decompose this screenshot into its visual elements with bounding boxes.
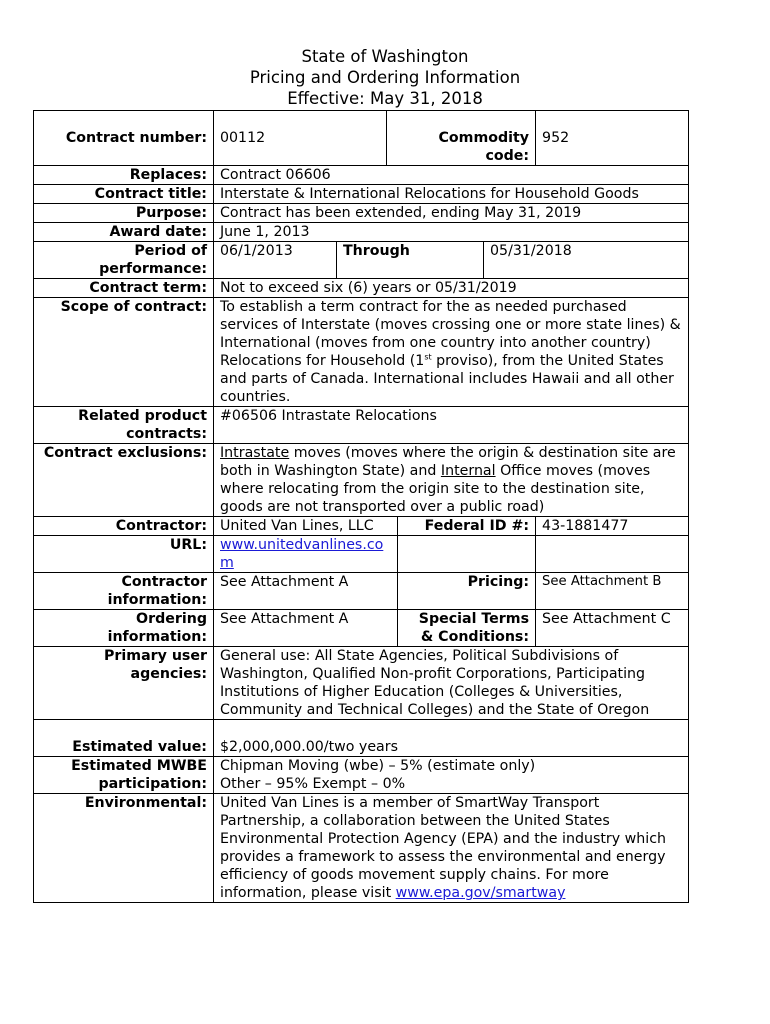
row-primary-users: [34, 647, 689, 720]
pricing-label: Pricing:: [398, 573, 536, 610]
related-contracts-label: Related product contracts:: [34, 407, 214, 444]
header-title: Pricing and Ordering Information: [249, 68, 521, 87]
contract-number-label: Contract number:: [34, 111, 214, 166]
scope-label: Scope of contract:: [34, 298, 214, 407]
special-terms-value: See Attachment C: [536, 610, 689, 647]
row-replaces: [34, 166, 689, 185]
contract-number-value: 00112: [214, 111, 387, 166]
primary-users-label: Primary user agencies:: [34, 647, 214, 720]
purpose-label: Purpose:: [34, 204, 214, 223]
environmental-value: [214, 794, 689, 903]
row-related-contracts: [34, 407, 689, 444]
mwbe-value: [214, 757, 689, 794]
period-end-value: 05/31/2018: [484, 242, 689, 279]
row-estimated-value: [34, 720, 689, 757]
row-mwbe: [34, 757, 689, 794]
scope-superscript: st: [424, 352, 432, 362]
exclusion-text-1: moves (moves where the origin & destination site are both in Washington State) and: [220, 445, 676, 479]
contract-title-label: Contract title:: [34, 185, 214, 204]
commodity-code-value: 952: [536, 111, 689, 166]
contractor-info-label: Contractor information:: [34, 573, 214, 610]
award-date-label: Award date:: [34, 223, 214, 242]
mwbe-line-1: Chipman Moving (wbe) – 5% (estimate only): [220, 758, 536, 774]
contractor-url-link[interactable]: www.unitedvanlines.com: [220, 537, 384, 571]
header-effective: Effective: May 31, 2018: [287, 89, 483, 108]
award-date-value: June 1, 2013: [214, 223, 689, 242]
scope-text-a: To establish a term contract for the as needed purchased services of Interstate (moves crossing one or more state lines) & International (moves from one country into another country) Relocations for Household (1: [220, 299, 681, 369]
row-contractor: [34, 517, 689, 536]
row-exclusions: [34, 444, 689, 517]
row-contractor-info: [34, 573, 689, 610]
federal-id-label: Federal ID #:: [398, 517, 536, 536]
contractor-label: Contractor:: [34, 517, 214, 536]
contractor-name: United Van Lines, LLC: [214, 517, 398, 536]
exclusion-intrastate: Intrastate: [220, 445, 290, 461]
contractor-info-value: See Attachment A: [214, 573, 398, 610]
period-label: Period of performance:: [34, 242, 214, 279]
scope-value: [214, 298, 689, 407]
estimated-value-value: $2,000,000.00/two years: [214, 720, 689, 757]
row-ordering: [34, 610, 689, 647]
row-award-date: [34, 223, 689, 242]
url-label: URL:: [34, 536, 214, 573]
url-cell: [214, 536, 398, 573]
row-url: [34, 536, 689, 573]
ordering-value: See Attachment A: [214, 610, 398, 647]
header-state: State of Washington: [301, 47, 469, 66]
exclusion-internal: Internal: [440, 463, 496, 479]
environmental-text: United Van Lines is a member of SmartWay Transport Partnership, a collaboration between the United States Environmental Protection Agency (EPA) and the industry which provides a framework to assess the environmental and energy efficiency of goods movement supply chains. For more information, please visit: [220, 795, 667, 901]
row-purpose: [34, 204, 689, 223]
federal-id-value: 43-1881477: [536, 517, 689, 536]
exclusions-value: [214, 444, 689, 517]
environmental-label: Environmental:: [34, 794, 214, 903]
url-empty-cell: [398, 536, 536, 573]
contract-info-table: [33, 110, 689, 903]
row-contract-term: [34, 279, 689, 298]
purpose-value: Contract has been extended, ending May 31, 2019: [214, 204, 689, 223]
contract-title-value: Interstate & International Relocations for Household Goods: [214, 185, 689, 204]
exclusions-label: Contract exclusions:: [34, 444, 214, 517]
period-start-value: 06/1/2013: [214, 242, 337, 279]
row-scope: [34, 298, 689, 407]
contract-term-value: Not to exceed six (6) years or 05/31/2019: [214, 279, 689, 298]
related-contracts-value: #06506 Intrastate Relocations: [214, 407, 689, 444]
replaces-value: Contract 06606: [214, 166, 689, 185]
exclusion-text-2: Office moves (moves where relocating from the origin site to the destination site, goods are not transported over a public road): [220, 463, 651, 515]
row-contract-number: [34, 111, 689, 166]
special-terms-label: Special Terms & Conditions:: [398, 610, 536, 647]
mwbe-line-2: Other – 95% Exempt – 0%: [220, 776, 406, 792]
through-label: Through: [337, 242, 484, 279]
smartway-link[interactable]: www.epa.gov/smartway: [395, 885, 566, 901]
row-contract-title: [34, 185, 689, 204]
scope-text-b: proviso), from the United States and parts of Canada. International includes Hawaii and all other countries.: [220, 353, 674, 405]
estimated-value-label: Estimated value:: [34, 720, 214, 757]
ordering-label: Ordering information:: [34, 610, 214, 647]
row-period: [34, 242, 689, 279]
pricing-value: See Attachment B: [536, 573, 689, 610]
commodity-code-label: Commodity code:: [387, 111, 536, 166]
url-empty-cell-2: [536, 536, 689, 573]
primary-users-value: General use: All State Agencies, Political Subdivisions of Washington, Qualified Non-profit Corporations, Participating Institutions of Higher Education (Colleges & Universities, Community and Technical Colleges) and the State of Oregon: [214, 647, 689, 720]
document-header: [0, 46, 770, 109]
contract-term-label: Contract term:: [34, 279, 214, 298]
mwbe-label: Estimated MWBE participation:: [34, 757, 214, 794]
row-environmental: [34, 794, 689, 903]
replaces-label: Replaces:: [34, 166, 214, 185]
